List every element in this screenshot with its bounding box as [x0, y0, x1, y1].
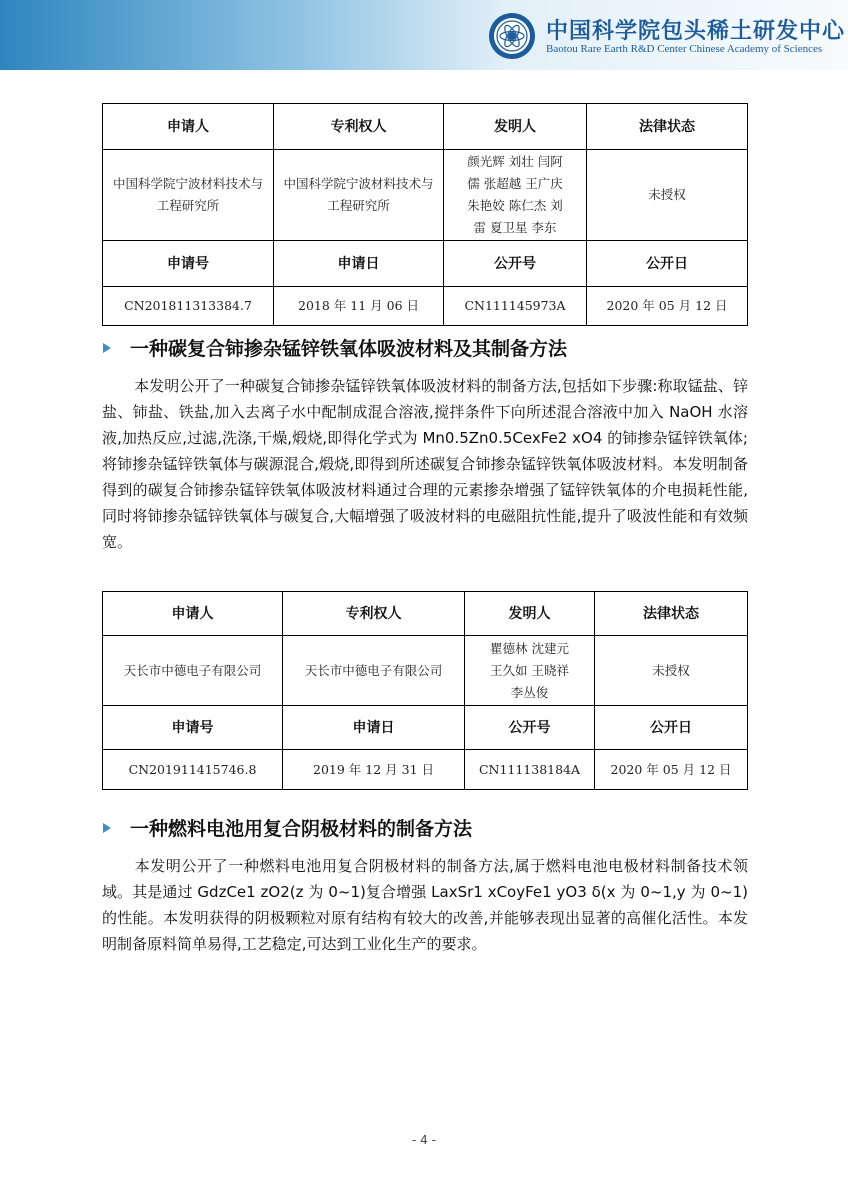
header-applicant: 申请人: [103, 104, 274, 150]
section-heading-2: [103, 814, 472, 841]
table-row: [103, 287, 748, 326]
header-pub-no: 公开号: [444, 241, 587, 287]
pub-date-value: 2020 年 05 月 12 日: [587, 287, 748, 326]
patent-table-1: [102, 103, 748, 326]
abstract-text: 本发明公开了一种碳复合铈掺杂锰锌铁氧体吸波材料的制备方法,包括如下步骤:称取锰盐、锌盐、铈盐、铁盐,加入去离子水中配制成混合溶液,搅拌条件下向所述混合溶液中加入 NaOH 水溶液,加热反应,过滤,洗涤,干燥,煅烧,即得化学式为 Mn0.5Zn0.5CexFe2 xO4 的铈掺杂锰锌铁氧体;将铈掺杂锰锌铁氧体与碳源混合,煅烧,即得到所述碳复合铈掺杂锰锌铁氧体吸波材料。本发明制备得到的碳复合铈掺杂锰锌铁氧体吸波材料通过合理的元素掺杂增强了锰锌铁氧体的介电损耗性能,同时将铈掺杂锰锌铁氧体与碳复合,大幅增强了吸波材料的电磁阻抗性能,提升了吸波性能和有效频宽。: [102, 377, 748, 551]
inventor-line: 王久如 王晓祥: [490, 662, 569, 678]
cas-seal-logo: [488, 12, 536, 60]
header-app-no: 申请号: [103, 706, 283, 750]
table-row: [103, 750, 748, 790]
app-no-value: CN201911415746.8: [103, 750, 283, 790]
header-legal-status: 法律状态: [595, 592, 748, 636]
applicant-value: 中国科学院宁波材料技术与工程研究所: [103, 150, 274, 241]
applicant-value: 天长市中德电子有限公司: [103, 636, 283, 706]
table-row: [103, 636, 748, 706]
inventor-line: 颜光辉 刘壮 闫阿: [467, 154, 563, 169]
inventor-line: 雷 夏卫星 李东: [473, 220, 557, 235]
table-row: [103, 706, 748, 750]
abstract-paragraph-1: [102, 373, 748, 555]
section-heading-1: [103, 334, 567, 361]
header-pub-no: 公开号: [465, 706, 595, 750]
app-date-value: 2019 年 12 月 31 日: [283, 750, 465, 790]
inventor-line: 瞿德林 沈建元: [490, 640, 569, 656]
section-title: 一种碳复合铈掺杂锰锌铁氧体吸波材料及其制备方法: [130, 338, 568, 360]
header-pub-date: 公开日: [595, 706, 748, 750]
header-app-date: 申请日: [283, 706, 465, 750]
header-inventor: 发明人: [444, 104, 587, 150]
triangle-bullet-icon: [103, 823, 111, 833]
header-patentee: 专利权人: [283, 592, 465, 636]
inventor-line: 李丛俊: [510, 684, 549, 700]
legal-status-value: 未授权: [587, 150, 748, 241]
header-pub-date: 公开日: [587, 241, 748, 287]
pub-date-value: 2020 年 05 月 12 日: [595, 750, 748, 790]
page-number: - 4 -: [412, 1133, 436, 1147]
header-inventor: 发明人: [465, 592, 595, 636]
header-app-date: 申请日: [274, 241, 444, 287]
org-name-cn: 中国科学院包头稀土研发中心: [546, 18, 846, 44]
patentee-value: 中国科学院宁波材料技术与工程研究所: [274, 150, 444, 241]
page-header: [0, 0, 848, 70]
header-applicant: 申请人: [103, 592, 283, 636]
section-title: 一种燃料电池用复合阴极材料的制备方法: [130, 818, 473, 840]
pub-no-value: CN111138184A: [465, 750, 595, 790]
org-name-en: Baotou Rare Earth R&D Center Chinese Academy of Sciences: [546, 43, 823, 55]
triangle-bullet-icon: [103, 343, 111, 353]
abstract-text: 本发明公开了一种燃料电池用复合阴极材料的制备方法,属于燃料电池电极材料制备技术领域。其是通过 GdzCe1 zO2(z 为 0~1)复合增强 LaxSr1 xCoyFe1 yO3 δ(x 为 0~1,y 为 0~1)的性能。本发明获得的阴极颗粒对原有结构有较大的改善,并能够表现出显著的高催化活性。本发明制备原料简单易得,工艺稳定,可达到工业化生产的要求。: [102, 857, 748, 953]
inventor-value: [465, 636, 595, 706]
patent-table-2: [102, 591, 748, 790]
legal-status-value: 未授权: [595, 636, 748, 706]
header-legal-status: 法律状态: [587, 104, 748, 150]
inventor-line: 儒 张超越 王广庆: [467, 176, 563, 191]
inventor-line: 朱艳姣 陈仁杰 刘: [467, 198, 563, 213]
table-row: [103, 592, 748, 636]
abstract-paragraph-2: [102, 853, 748, 957]
table-row: [103, 150, 748, 241]
table-row: [103, 104, 748, 150]
patentee-value: 天长市中德电子有限公司: [283, 636, 465, 706]
app-date-value: 2018 年 11 月 06 日: [274, 287, 444, 326]
app-no-value: CN201811313384.7: [103, 287, 274, 326]
pub-no-value: CN111145973A: [444, 287, 587, 326]
header-patentee: 专利权人: [274, 104, 444, 150]
inventor-value: [444, 150, 587, 241]
header-app-no: 申请号: [103, 241, 274, 287]
table-row: [103, 241, 748, 287]
